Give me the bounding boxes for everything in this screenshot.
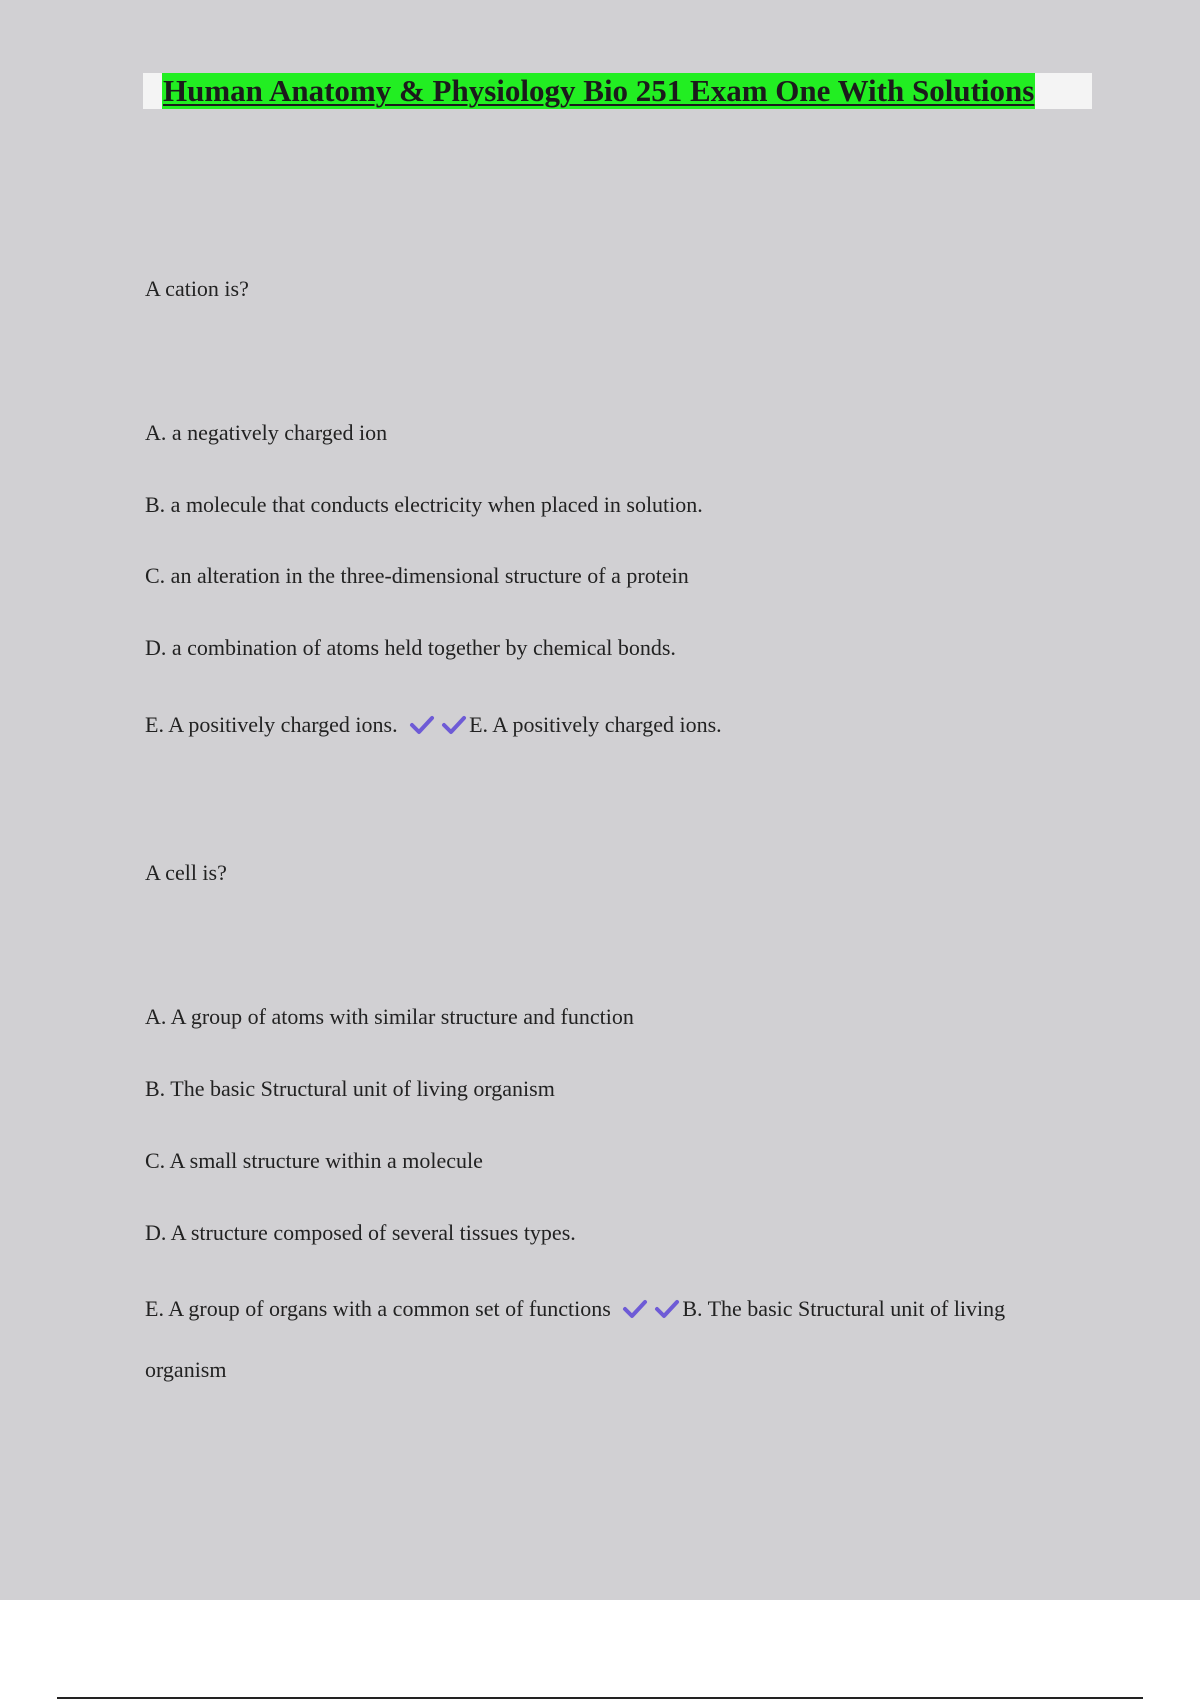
question-2-answer: B. The basic Structural unit of living <box>682 1296 1006 1321</box>
check-icon <box>622 1299 648 1319</box>
question-2-option-d: D. A structure composed of several tissues types. <box>145 1220 576 1245</box>
question-2-prompt: A cell is? <box>145 860 227 885</box>
question-2-option-c: C. A small structure within a molecule <box>145 1148 483 1173</box>
document-title: Human Anatomy & Physiology Bio 251 Exam One With Solutions <box>163 73 1035 108</box>
footer-divider <box>57 1697 1143 1699</box>
question-2-option-a: A. A group of atoms with similar structure and function <box>145 1004 634 1029</box>
check-icon <box>441 715 467 735</box>
question-1-option-d: D. a combination of atoms held together by chemical bonds. <box>145 635 676 660</box>
question-1-option-c: C. an alteration in the three-dimensional structure of a protein <box>145 563 689 588</box>
question-2-option-e: E. A group of organs with a common set of functions <box>145 1296 611 1321</box>
question-2-option-e-row <box>145 1294 1005 1324</box>
question-2-answer-continued: organism <box>145 1357 227 1382</box>
question-1-option-b: B. a molecule that conducts electricity when placed in solution. <box>145 492 703 517</box>
check-icon <box>409 715 435 735</box>
question-1-answer: E. A positively charged ions. <box>469 712 722 737</box>
question-1-option-e-row <box>145 710 722 740</box>
check-icon <box>654 1299 680 1319</box>
question-1-option-e: E. A positively charged ions. <box>145 712 398 737</box>
question-1-prompt: A cation is? <box>145 276 249 301</box>
question-2-option-b: B. The basic Structural unit of living organism <box>145 1076 555 1101</box>
question-1-option-a: A. a negatively charged ion <box>145 420 388 445</box>
